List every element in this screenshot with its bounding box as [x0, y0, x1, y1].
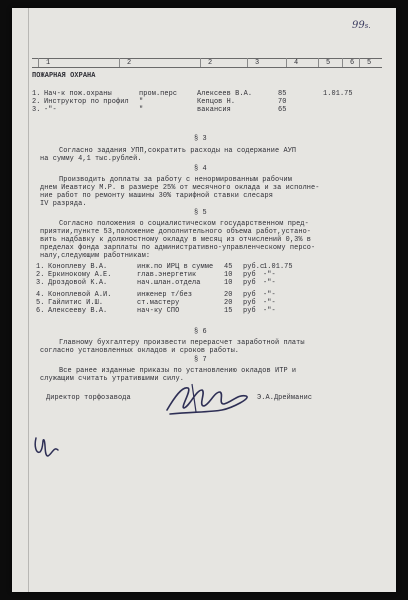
allowance-cell: 1.01.75	[263, 263, 293, 271]
staff-cell: вакансия	[197, 106, 231, 114]
allowance-cell: -"-	[263, 279, 276, 287]
text-line: Производить доплаты за работу с ненормированным рабочим	[59, 176, 292, 184]
header-column-number: 4	[294, 59, 299, 67]
allowance-cell: руб	[243, 307, 256, 315]
allowance-cell: 15	[224, 307, 233, 315]
text-line: согласно установленных окладов и сроков работы.	[40, 347, 240, 355]
allowance-cell: инженер т/без	[137, 291, 193, 299]
text-line: налу,следующим работникам:	[40, 252, 151, 260]
text-line: Согласно положения о социалистическом государственном пред-	[59, 220, 309, 228]
allowance-cell: ст.мастеру	[137, 299, 180, 307]
signature-name: Э.А.Дрейманис	[257, 394, 313, 402]
allowance-cell: 6.	[36, 307, 45, 315]
allowance-cell: 2.	[36, 271, 45, 279]
staff-cell: 65	[278, 106, 287, 114]
allowance-cell: инж.по ИРЦ в сумме	[137, 263, 214, 271]
staff-cell: Кепцов Н.	[197, 98, 236, 106]
staff-cell: 85	[278, 90, 287, 98]
staff-cell: 1.	[32, 90, 41, 98]
text-line: Главному бухгалтеру произвести перерасчет заработной платы	[59, 339, 305, 347]
allowance-cell: руб	[243, 299, 256, 307]
header-column-divider	[200, 58, 201, 67]
header-column-number: 5	[326, 59, 331, 67]
header-column-divider	[38, 58, 39, 67]
allowance-cell: -"-	[263, 299, 276, 307]
allowance-cell: 1.	[36, 263, 45, 271]
section-6-number: § 6	[194, 328, 207, 336]
allowance-cell: 10	[224, 279, 233, 287]
staff-cell: "	[139, 98, 144, 106]
allowance-cell: -"-	[263, 271, 276, 279]
header-column-divider	[247, 58, 248, 67]
text-line: пределах фонда зарплаты по административно-управленческому персо-	[40, 244, 316, 252]
allowance-cell: 10	[224, 271, 233, 279]
text-line: ние работ по ремонту машины 30% тарифной ставки слесаря	[40, 192, 273, 200]
header-column-divider	[318, 58, 319, 67]
text-line: на сумму 4,1 тыс.рублей.	[40, 155, 142, 163]
signature-title: Директор торфозавода	[46, 394, 131, 402]
allowance-cell: нач.шлан.отдела	[137, 279, 201, 287]
allowance-cell: Коноплевой А.И.	[48, 291, 112, 299]
section-4-number: § 4	[194, 165, 207, 173]
text-line: вить надбавку к должностному окладу в месяц из отчислений 0,3% в	[40, 236, 312, 244]
text-line: Все ранее изданные приказы по установлению окладов ИТР и	[59, 367, 297, 375]
allowance-cell: 45	[224, 263, 233, 271]
staff-cell: 3.	[32, 106, 41, 114]
allowance-cell: Алексееву В.А.	[48, 307, 108, 315]
allowance-cell: Дроздовой К.А.	[48, 279, 108, 287]
allowance-cell: Гайлитис И.Ш.	[48, 299, 104, 307]
header-column-number: 6	[350, 59, 355, 67]
staff-cell: 1.01.75	[323, 90, 353, 98]
allowance-cell: 20	[224, 299, 233, 307]
allowance-cell: 3.	[36, 279, 45, 287]
allowance-cell: Еркинокому А.Е.	[48, 271, 112, 279]
section-7-number: § 7	[194, 356, 207, 364]
allowance-cell: руб.с	[243, 263, 265, 271]
staff-cell: 2.	[32, 98, 41, 106]
section-3-number: § 3	[194, 135, 207, 143]
staff-cell: Нач-к пож.охраны	[44, 90, 112, 98]
margin-line	[28, 8, 29, 592]
allowance-cell: 20	[224, 291, 233, 299]
allowance-cell: 4.	[36, 291, 45, 299]
text-line: днем Иеавтису М.Р. в размере 25% от месячного оклада и за исполне-	[40, 184, 320, 192]
header-column-divider	[359, 58, 360, 67]
text-line: IV разряда.	[40, 200, 87, 208]
staff-cell: Инструктор по профил	[44, 98, 129, 106]
header-column-number: 5	[367, 59, 372, 67]
staff-cell: пром.перс	[139, 90, 178, 98]
text-line: Согласно задания УПП,сократить расходы на содержание АУП	[59, 147, 297, 155]
header-column-number: 2	[127, 59, 132, 67]
section-5-number: § 5	[194, 209, 207, 217]
staff-cell: Алексеев В.А.	[197, 90, 253, 98]
allowance-cell: глав.энергетик	[137, 271, 197, 279]
staff-cell: 70	[278, 98, 287, 106]
header-column-number: 3	[255, 59, 260, 67]
section-title: ПОЖАРНАЯ ОХРАНА	[32, 72, 96, 80]
text-line: приятии,пункте 53,положение дополнительного объема работ,устано-	[40, 228, 312, 236]
allowance-cell: руб	[243, 291, 256, 299]
page-number: 99s.	[352, 20, 371, 31]
allowance-cell: 5.	[36, 299, 45, 307]
allowance-cell: -"-	[263, 291, 276, 299]
allowance-cell: -"-	[263, 307, 276, 315]
header-column-number: 1	[46, 59, 51, 67]
staff-cell: "	[139, 106, 144, 114]
document-page	[12, 8, 396, 592]
staff-cell: -"-	[44, 106, 57, 114]
allowance-cell: руб	[243, 279, 256, 287]
allowance-cell: Коноплеву В.А.	[48, 263, 108, 271]
header-column-divider	[119, 58, 120, 67]
allowance-cell: руб	[243, 271, 256, 279]
header-column-divider	[286, 58, 287, 67]
header-column-number: 2	[208, 59, 213, 67]
text-line: служащим считать утратившими силу.	[40, 375, 184, 383]
header-rule-bottom	[32, 67, 382, 68]
header-column-divider	[342, 58, 343, 67]
allowance-cell: нач-ку СПО	[137, 307, 180, 315]
